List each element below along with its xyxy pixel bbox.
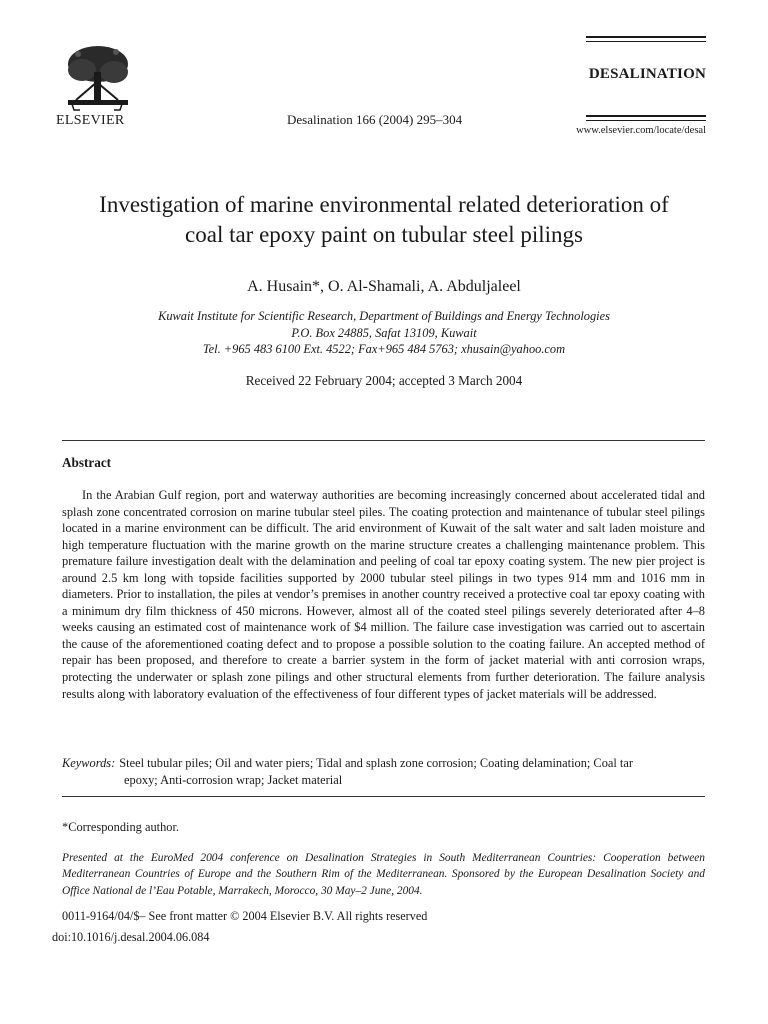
article-title [40, 190, 728, 250]
elsevier-tree-logo [56, 42, 136, 112]
header-rule-top-thin [586, 41, 706, 42]
divider-below-keywords [62, 796, 705, 797]
header-rule-bottom [586, 115, 706, 117]
publisher-name: ELSEVIER [56, 113, 125, 128]
copyright-line: 0011-9164/04/$– See front matter © 2004 Elsevier B.V. All rights reserved [62, 909, 428, 923]
journal-citation: Desalination 166 (2004) 295–304 [287, 112, 463, 127]
affiliation [40, 308, 728, 358]
journal-url[interactable]: www.elsevier.com/locate/desal [576, 125, 706, 136]
title-line-2: coal tar epoxy paint on tubular steel pilings [185, 222, 583, 247]
divider-above-abstract [62, 440, 705, 441]
affiliation-address: P.O. Box 24885, Safat 13109, Kuwait [291, 325, 477, 340]
journal-name: DESALINATION [588, 66, 706, 82]
conference-note: Presented at the EuroMed 2004 conference on Desalination Strategies in South Mediterranean Countries: Cooperation between Mediterranean Countries of Europe and the Southern Rim of the Mediterranean. Sponsored by the European Desalination Society and Office National de l’Eau Potable, Marrakech, Morocco, 30 May–2 June, 2004. [62, 852, 705, 897]
keywords-line-2: epoxy; Anti-corrosion wrap; Jacket material [124, 773, 343, 787]
keywords-block [62, 755, 705, 789]
title-line-1: Investigation of marine environmental related deterioration of [99, 192, 669, 217]
corresponding-author-note: *Corresponding author. [62, 820, 180, 834]
keywords-label: Keywords: [62, 756, 116, 770]
abstract-heading: Abstract [62, 455, 112, 470]
keywords-line-1: Steel tubular piles; Oil and water piers; Tidal and splash zone corrosion; Coating delamination; Coal tar [119, 756, 634, 770]
abstract-body: In the Arabian Gulf region, port and waterway authorities are becoming increasingly concerned about accelerated tidal and splash zone concentrated corrosion on marine tubular steel piles. The coating protection and maintenance of tubular steel pilings located in a marine environment can be difficult. The arid environment of Kuwait of the salt water and salt laden moisture and high temperature fluctuation with the marine growth on the marine structure creates a challenging maintenance problem. This premature failure investigation dealt with the delamination and peeling of coal tar epoxy coating system. The new pier project is around 2.5 km long with topside facilities supported by 2000 tubular steel pilings in two types 914 mm and 1016 mm in diameters. Prior to installation, the piles at vendor’s premises in another country received a protective coal tar epoxy coating with a minimum dry film thickness of 450 microns. However, almost all of the coated steel pilings severely deteriorated after 4–8 weeks causing an estimated cost of maintenance work of $4 million. The failure case investigation was carried out to ascertain the cause of the aforementioned coating defect and to propose a possible solution to the coating failure. An accepted method of repair has been proposed, and therefore to create a barrier system in the form of jacket material with anti corrosion wraps, protecting the underwater or splash zone pilings and other structural elements from further deterioration. The failure analysis results along with laboratory evaluation of the effectiveness of four different types of jacket materials will be addressed. [62, 488, 705, 701]
author-list: A. Husain*, O. Al-Shamali, A. Abduljaleel [247, 278, 521, 295]
affiliation-institute: Kuwait Institute for Scientific Research, Department of Buildings and Energy Technologies [158, 309, 610, 323]
doi-link[interactable]: doi:10.1016/j.desal.2004.06.084 [52, 930, 210, 944]
header-rule-top [586, 36, 706, 38]
header-rule-bottom-thin [586, 120, 706, 121]
received-dates: Received 22 February 2004; accepted 3 March 2004 [245, 373, 523, 388]
affiliation-contact: Tel. +965 483 6100 Ext. 4522; Fax+965 484 5763; xhusain@yahoo.com [202, 342, 566, 356]
